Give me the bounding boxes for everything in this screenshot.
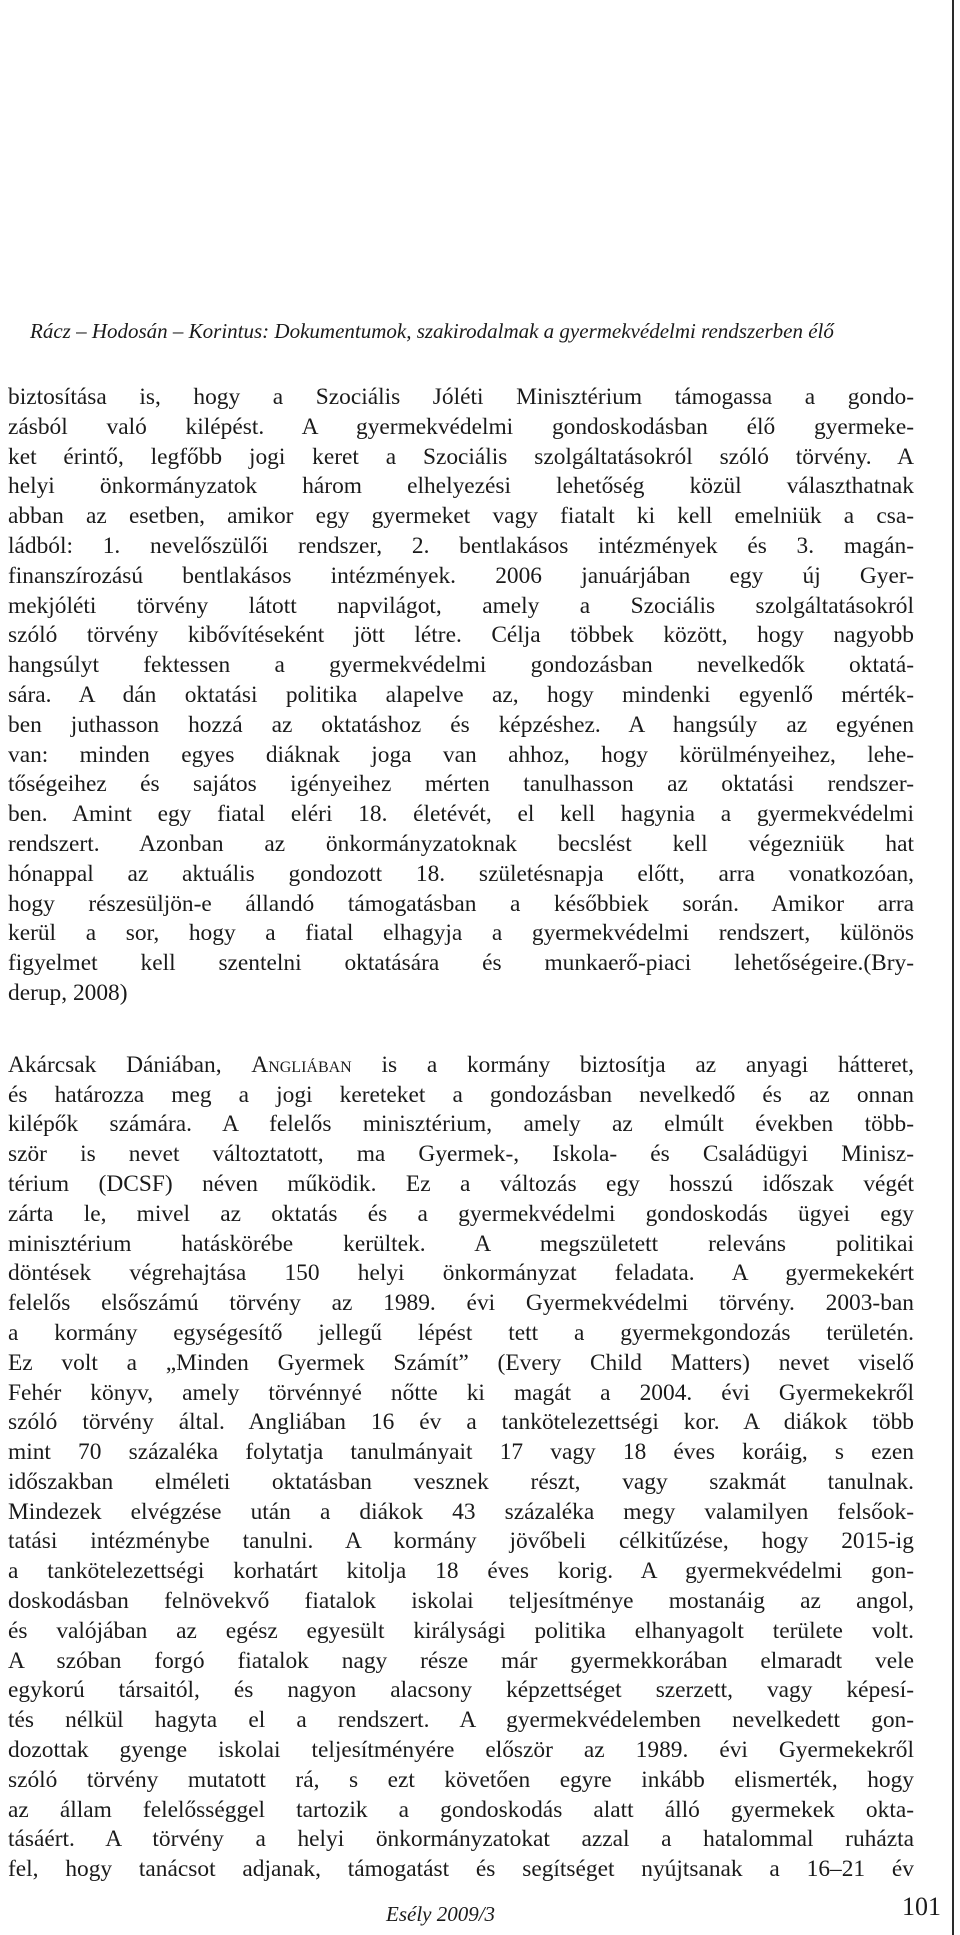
text-line: rendszert. Azonban az önkormányzatoknak becslést kell végezniük hat <box>8 830 914 857</box>
text-line: kerül a sor, hogy a fiatal elhagyja a gyermekvédelmi rendszert, különös <box>8 920 914 947</box>
paragraph-1 <box>8 383 914 1009</box>
running-header: Rácz – Hodosán – Korintus: Dokumentumok, szakirodalmak a gyermekvédelmi rendszerben élő <box>30 319 834 343</box>
text-line: az állam felelősséggel tartozik a gondoskodás alatt álló gyermekek okta- <box>8 1796 914 1823</box>
text-line: Mindezek elvégzése után a diákok 43 százaléka megy valamilyen felsőok- <box>8 1498 914 1525</box>
text-line: ben. Amint egy fiatal eléri 18. életévét, el kell hagynia a gyermekvédelmi <box>8 801 914 828</box>
page-number: 101 <box>902 1892 941 1921</box>
text-line: ször is nevet változtatott, ma Gyermek-, Iskola- és Családügyi Minisz- <box>8 1141 914 1168</box>
text-line: tásáért. A törvény a helyi önkormányzatokat azzal a hatalommal ruházta <box>8 1826 914 1853</box>
page-edge-rule <box>952 0 954 1935</box>
text-line: Ez volt a „Minden Gyermek Számít” (Every Child Matters) nevet viselő <box>8 1349 914 1376</box>
text-line: időszakban elméleti oktatásban vesznek részt, vagy szakmát tanulnak. <box>8 1468 914 1495</box>
text-line: fel, hogy tanácsot adjanak, támogatást és segítséget nyújtsanak a 16–21 év <box>8 1856 914 1883</box>
text-line: ládból: 1. nevelőszülői rendszer, 2. bentlakásos intézmények és 3. magán- <box>8 532 914 559</box>
text-line: és valójában az egész egyesült királysági politika elhanyagolt területe volt. <box>8 1617 914 1644</box>
text-run: Akárcsak Dániában, <box>8 1051 252 1078</box>
text-line: tatási intézménybe tanulni. A kormány jövőbeli célkitűzése, hogy 2015-ig <box>8 1528 914 1555</box>
text-line: figyelmet kell szentelni oktatására és munkaerő-piaci lehetőségeire.(Bry- <box>8 950 914 977</box>
text-line: hónappal az aktuális gondozott 18. születésnapja előtt, arra vonatkozóan, <box>8 860 914 887</box>
footer-journal-issue: Esély 2009/3 <box>386 1902 496 1926</box>
text-line: és határozza meg a jogi kereteket a gondozásban nevelkedő és az onnan <box>8 1081 914 1108</box>
text-line: térium (DCSF) néven működik. Ez a változás egy hosszú időszak végét <box>8 1170 914 1197</box>
text-line: dozottak gyenge iskolai teljesítményére először az 1989. évi Gyermekekről <box>8 1737 914 1764</box>
text-line: derup, 2008) <box>8 979 128 1006</box>
text-line: felelős elsőszámú törvény az 1989. évi Gyermekvédelmi törvény. 2003-ban <box>8 1290 914 1317</box>
paragraph-gap <box>8 1009 914 1051</box>
text-line: A szóban forgó fiatalok nagy része már gyermekkorában elmaradt vele <box>8 1647 914 1674</box>
text-line: mekjóléti törvény látott napvilágot, amely a Szociális szolgáltatásokról <box>8 592 914 619</box>
text-line: kilépők számára. A felelős minisztérium, amely az elmúlt években több- <box>8 1111 914 1138</box>
paragraph-2 <box>8 1051 914 1885</box>
text-line: tőségeihez és sajátos igényeihez mérten tanulhasson az oktatási rendszer- <box>8 771 914 798</box>
text-line: finanszírozású bentlakásos intézmények. 2006 januárjában egy új Gyer- <box>8 562 914 589</box>
text-line: döntések végrehajtása 150 helyi önkormányzat feladata. A gyermekekért <box>8 1260 914 1287</box>
text-line: egykorú társaitól, és nagyon alacsony képzettséget szerzett, vagy képesí- <box>8 1677 914 1704</box>
text-line: a kormány egységesítő jellegű lépést tett a gyermekgondozás területén. <box>8 1319 914 1346</box>
text-line: ben juthasson hozzá az oktatáshoz és képzéshez. A hangsúly az egyénen <box>8 711 914 738</box>
text-line: ket érintő, legfőbb jogi keret a Szociális szolgáltatásokról szóló törvény. A <box>8 443 914 470</box>
text-line: szóló törvény által. Angliában 16 év a tankötelezettségi kor. A diákok több <box>8 1409 914 1436</box>
text-line-first <box>8 1051 914 1081</box>
text-line: van: minden egyes diáknak joga van ahhoz, hogy körülményeihez, lehe- <box>8 741 914 768</box>
text-line: zárta le, mivel az oktatás és a gyermekvédelmi gondoskodás ügyei egy <box>8 1200 914 1227</box>
text-line: abban az esetben, amikor egy gyermeket vagy fiatalt ki kell emelniük a csa- <box>8 503 914 530</box>
text-line: sára. A dán oktatási politika alapelve az, hogy mindenki egyenlő mérték- <box>8 681 914 708</box>
text-line: minisztérium hatáskörébe kerültek. A megszületett releváns politikai <box>8 1230 914 1257</box>
text-line: Fehér könyv, amely törvénnyé nőtte ki magát a 2004. évi Gyermekekről <box>8 1379 914 1406</box>
text-run: is a kormány biztosítja az anyagi hátteret, <box>351 1051 914 1078</box>
text-line: szóló törvény mutatott rá, s ezt követően egyre inkább elismerték, hogy <box>8 1766 914 1793</box>
text-line: mint 70 százaléka folytatja tanulmányait 17 vagy 18 éves koráig, s ezen <box>8 1439 914 1466</box>
text-line: a tankötelezettségi korhatárt kitolja 18 éves korig. A gyermekvédelmi gon- <box>8 1558 914 1585</box>
country-name-smallcaps: Angliában <box>251 1051 352 1078</box>
article-body <box>8 383 914 1885</box>
text-line: hogy részesüljön-e állandó támogatásban a későbbiek során. Amikor arra <box>8 890 914 917</box>
text-line: szóló törvény kibővítéseként jött létre. Célja többek között, hogy nagyobb <box>8 622 914 649</box>
text-line: helyi önkormányzatok három elhelyezési lehetőség közül választhatnak <box>8 473 914 500</box>
text-line: zásból való kilépést. A gyermekvédelmi gondoskodásban élő gyermeke- <box>8 413 914 440</box>
text-line: tés nélkül hagyta el a rendszert. A gyermekvédelemben nevelkedett gon- <box>8 1707 914 1734</box>
text-line: hangsúlyt fektessen a gyermekvédelmi gondozásban nevelkedők oktatá- <box>8 652 914 679</box>
text-line: doskodásban felnövekvő fiatalok iskolai teljesítménye mostanáig az angol, <box>8 1588 914 1615</box>
text-line: biztosítása is, hogy a Szociális Jóléti Minisztérium támogassa a gondo- <box>8 384 914 410</box>
